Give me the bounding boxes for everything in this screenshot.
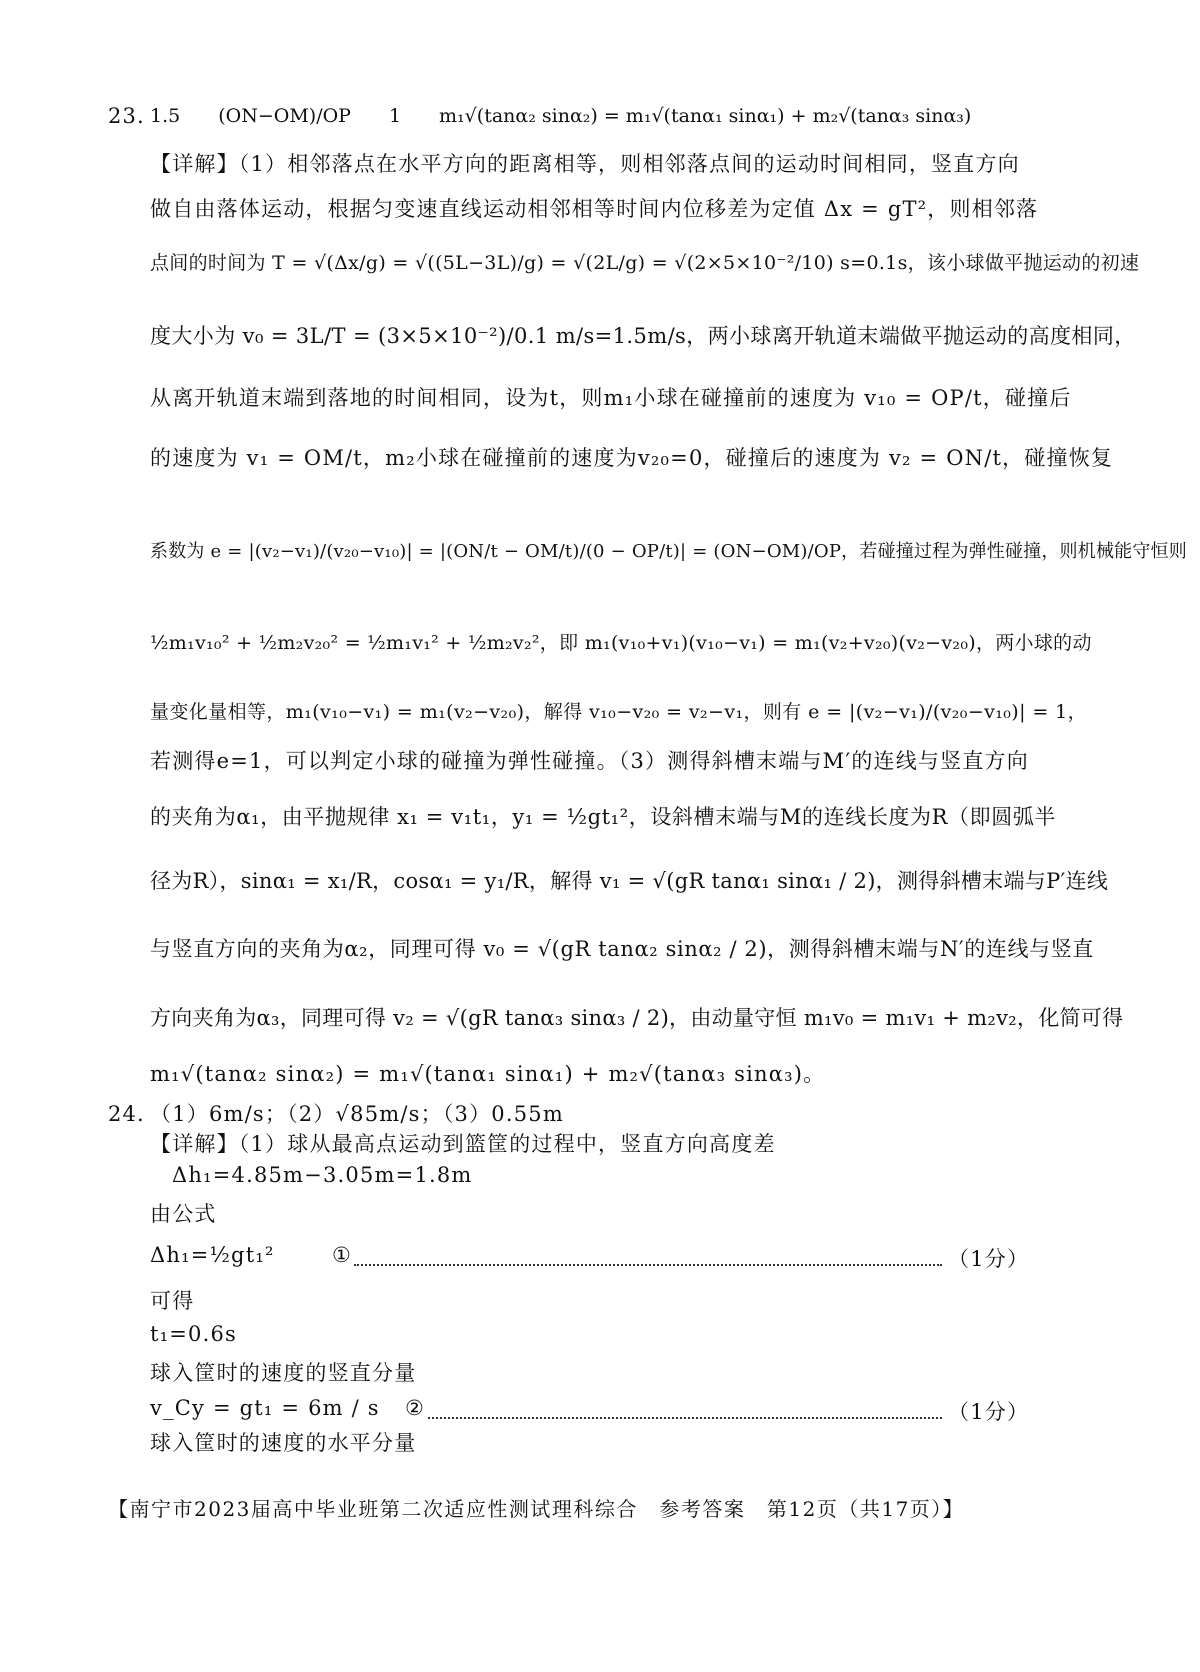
q24-eq2: v_Cy = gt₁ = 6m / s [150, 1396, 380, 1420]
q24-number: 24． [108, 1102, 160, 1126]
q24-detail: 【详解】（1）球从最高点运动到篮筐的过程中，竖直方向高度差 [150, 1132, 776, 1156]
q24-horizontal-component: 球入筐时的速度的水平分量 [150, 1431, 417, 1455]
q24-mark1: ① [332, 1243, 353, 1267]
q23-line-5: 从离开轨道末端到落地的时间相同，设为t，则m₁小球在碰撞前的速度为 v₁₀ = OP/t，碰撞后 [150, 386, 1072, 410]
q23-line-11: 的夹角为α₁，由平抛规律 x₁ = v₁t₁，y₁ = ½gt₁²，设斜槽末端与M的连线长度为R（即圆弧半 [150, 805, 1057, 829]
q23-line-15: m₁√(tanα₂ sinα₂) = m₁√(tanα₁ sinα₁) + m₂√(tanα₃ sinα₃)。 [150, 1062, 826, 1086]
q24-from-formula: 由公式 [150, 1202, 217, 1226]
q24-score2: （1分） [948, 1400, 1030, 1424]
q24-get: 可得 [150, 1289, 195, 1313]
q24-dotted-leader-2 [428, 1417, 942, 1419]
q23-line-8: ½m₁v₁₀² + ½m₂v₂₀² = ½m₁v₁² + ½m₂v₂²，即 m₁(v₁₀+v₁)(v₁₀−v₁) = m₁(v₂+v₂₀)(v₂−v₂₀)，两小球的动 [150, 632, 1092, 654]
q23-line-9: 量变化量相等，m₁(v₁₀−v₁) = m₁(v₂−v₂₀)，解得 v₁₀−v₂₀ = v₂−v₁，则有 e = |(v₂−v₁)/(v₂₀−v₁₀)| = 1， [150, 701, 1088, 723]
q23-line-12: 径为R），sinα₁ = x₁/R，cosα₁ = y₁/R，解得 v₁ = √(gR tanα₁ sinα₁ / 2)，测得斜槽末端与P′连线 [150, 869, 1109, 893]
q23-line-14: 方向夹角为α₃，同理可得 v₂ = √(gR tanα₃ sinα₃ / 2)，由动量守恒 m₁v₀ = m₁v₁ + m₂v₂，化简可得 [150, 1006, 1124, 1030]
q23-line-1: 【详解】（1）相邻落点在水平方向的距离相等，则相邻落点间的运动时间相同，竖直方向 [150, 152, 1020, 176]
q23-line-7: 系数为 e = |(v₂−v₁)/(v₂₀−v₁₀)| = |(ON/t − OM/t)/(0 − OP/t)| = (ON−OM)/OP，若碰撞过程为弹性碰撞，则机械能守恒则 [150, 541, 1187, 562]
q24-dotted-leader-1 [354, 1264, 942, 1266]
q23-line-4: 度大小为 v₀ = 3L/T = (3×5×10⁻²)/0.1 m/s=1.5m/s，两小球离开轨道末端做平抛运动的高度相同， [150, 324, 1136, 348]
q23-line-10: 若测得e=1，可以判定小球的碰撞为弹性碰撞。（3）测得斜槽末端与M′的连线与竖直方向 [150, 749, 1029, 773]
q24-score1: （1分） [948, 1247, 1030, 1271]
q23-line-2: 做自由落体运动，根据匀变速直线运动相邻相等时间内位移差为定值 Δx = gT²，则相邻落 [150, 197, 1039, 221]
q23-line-6: 的速度为 v₁ = OM/t，m₂小球在碰撞前的速度为v₂₀=0，碰撞后的速度为 v₂ = ON/t，碰撞恢复 [150, 446, 1114, 470]
page-footer: 【南宁市2023届高中毕业班第二次适应性测试理科综合 参考答案 第12页（共17页）】 [108, 1497, 965, 1521]
q23-line-3: 点间的时间为 T = √(Δx/g) = √((5L−3L)/g) = √(2L/g) = √(2×5×10⁻²/10) s=0.1s，该小球做平抛运动的初速 [150, 252, 1140, 274]
q23-answers: 1.5 (ON−OM)/OP 1 m₁√(tanα₂ sinα₂) = m₁√(tanα₁ sinα₁) + m₂√(tanα₃ sinα₃) [150, 105, 972, 127]
q23-number: 23． [108, 104, 160, 128]
q24-vertical-component: 球入筐时的速度的竖直分量 [150, 1361, 417, 1385]
q24-eq1: Δh₁=½gt₁² [150, 1243, 275, 1267]
q23-line-13: 与竖直方向的夹角为α₂，同理可得 v₀ = √(gR tanα₂ sinα₂ / 2)，测得斜槽末端与N′的连线与竖直 [150, 937, 1094, 961]
q24-t1: t₁=0.6s [150, 1322, 238, 1346]
q24-answers: （1）6m/s；（2）√85m/s；（3）0.55m [150, 1102, 564, 1126]
q24-height-diff: Δh₁=4.85m−3.05m=1.8m [172, 1163, 473, 1187]
q24-mark2: ② [405, 1396, 426, 1420]
